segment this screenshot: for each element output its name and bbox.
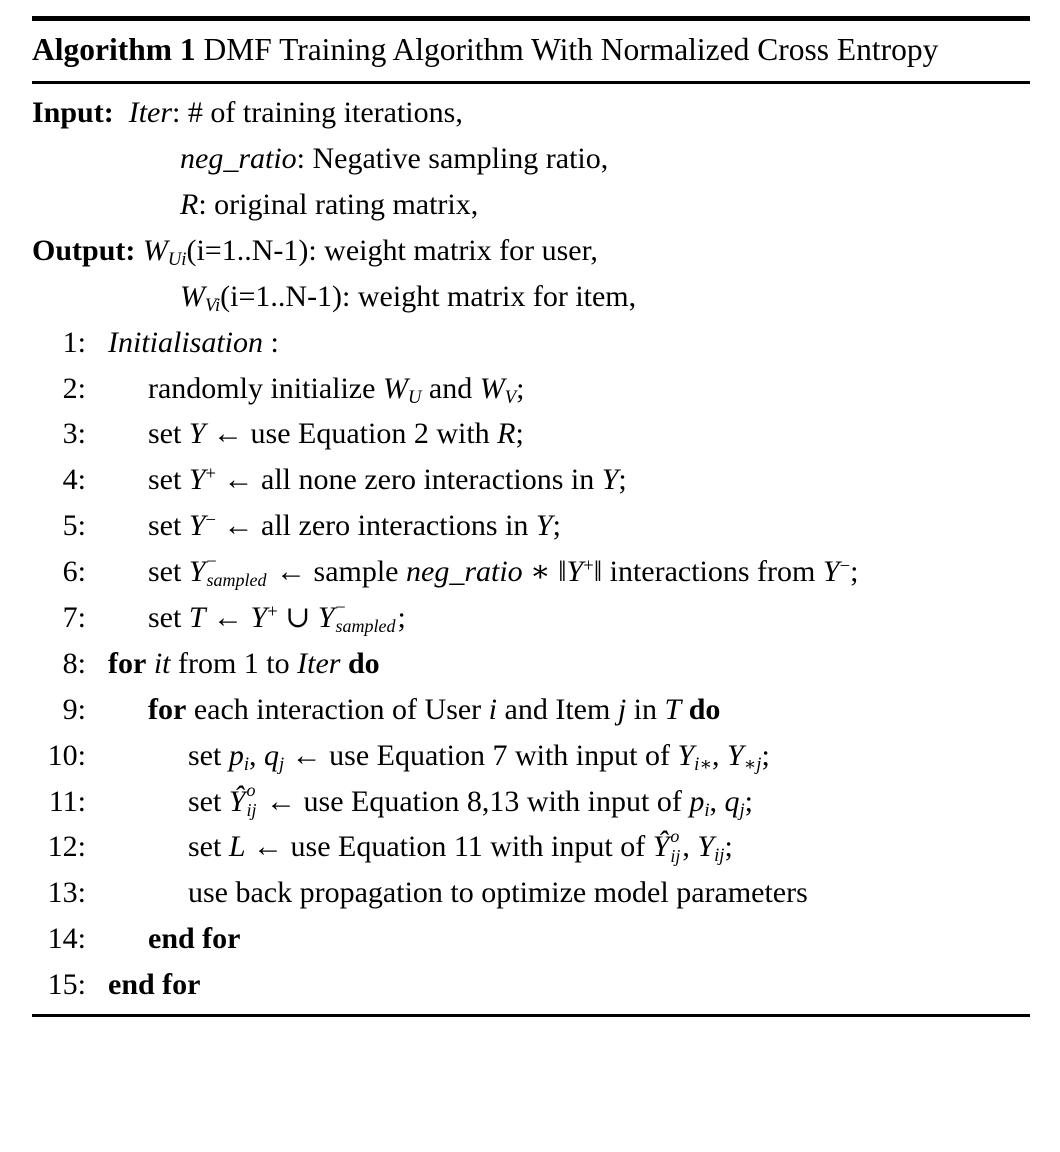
step-text: use back propagation to optimize model parameters bbox=[188, 876, 808, 910]
step-row bbox=[32, 916, 1030, 962]
step-number: 14: bbox=[47, 922, 86, 956]
step-row bbox=[32, 411, 1030, 457]
step-number: 8: bbox=[62, 646, 86, 680]
step-number: 13: bbox=[47, 876, 86, 910]
step-number: 10: bbox=[47, 738, 86, 772]
step-text: set $p_i$, $q_j$ ← use Equation 7 with input of $Y_{i∗}$, $Y_{∗j}$; bbox=[188, 738, 770, 775]
step-row bbox=[32, 824, 1030, 870]
step-row bbox=[32, 366, 1030, 412]
step-text: randomly initialize $W_U$ and $W_V$; bbox=[148, 371, 525, 408]
step-number: 4: bbox=[62, 463, 86, 497]
io-continuation-line: neg_ratio: Negative sampling ratio, bbox=[180, 142, 609, 176]
step-text: set T ← Y+ ∪ Y − sampled ; bbox=[148, 596, 406, 637]
step-row bbox=[32, 779, 1030, 825]
step-row bbox=[32, 595, 1030, 641]
step-number: 6: bbox=[62, 555, 86, 589]
step-text: end for bbox=[108, 968, 201, 1002]
step-row bbox=[32, 687, 1030, 733]
step-number: 3: bbox=[62, 417, 86, 451]
step-row bbox=[32, 503, 1030, 549]
step-row bbox=[32, 733, 1030, 779]
step-number: 15: bbox=[47, 968, 86, 1002]
step-number: 5: bbox=[62, 509, 86, 543]
step-text: for it from 1 to Iter do bbox=[108, 646, 380, 680]
step-number: 11: bbox=[48, 784, 86, 818]
algorithm-title: Algorithm 1 DMF Training Algorithm With Normalized Cross Entropy bbox=[32, 32, 939, 67]
step-text: Initialisation : bbox=[108, 325, 279, 359]
step-row bbox=[32, 457, 1030, 503]
bottom-rule bbox=[32, 1014, 1030, 1017]
io-block bbox=[32, 90, 1030, 319]
top-rule bbox=[32, 16, 1030, 21]
step-row bbox=[32, 962, 1030, 1008]
step-row bbox=[32, 870, 1030, 916]
steps-block bbox=[32, 320, 1030, 1008]
step-text: end for bbox=[148, 922, 241, 956]
io-continuation-line: R: original rating matrix, bbox=[180, 187, 479, 221]
step-text: set Y ← use Equation 2 with R; bbox=[148, 417, 524, 451]
step-text: set Y − sampled ← sample neg_ratio ∗ ‖Y+‖ interactions from Y−; bbox=[148, 550, 859, 591]
step-text: for each interaction of User i and Item j in T do bbox=[148, 692, 721, 726]
step-number: 2: bbox=[62, 371, 86, 405]
step-row bbox=[32, 320, 1030, 366]
step-number: 9: bbox=[62, 692, 86, 726]
step-text: set Ŷ o ij ← use Equation 8,13 with input of $p_i$, $q_j$; bbox=[188, 780, 754, 821]
title-rule bbox=[32, 81, 1030, 84]
step-number: 7: bbox=[62, 601, 86, 634]
step-row bbox=[32, 549, 1030, 595]
step-row bbox=[32, 641, 1030, 687]
io-line: Input: Iter: # of training iterations, bbox=[32, 96, 463, 130]
step-number: 1: bbox=[62, 325, 86, 359]
step-text: set L ← use Equation 11 with input of Ŷ o ij , $Y_{ij}$; bbox=[188, 826, 733, 867]
io-continuation-line: $W_{Vi}(i=1..N-1)$: weight matrix for item, bbox=[180, 279, 637, 316]
io-line: Output: $W_{Ui}(i=1..N-1)$: weight matrix for user, bbox=[32, 233, 598, 271]
step-number: 12: bbox=[47, 830, 86, 864]
step-text: set Y+ ← all none zero interactions in Y; bbox=[148, 463, 627, 497]
step-text: set Y− ← all zero interactions in Y; bbox=[148, 509, 561, 543]
